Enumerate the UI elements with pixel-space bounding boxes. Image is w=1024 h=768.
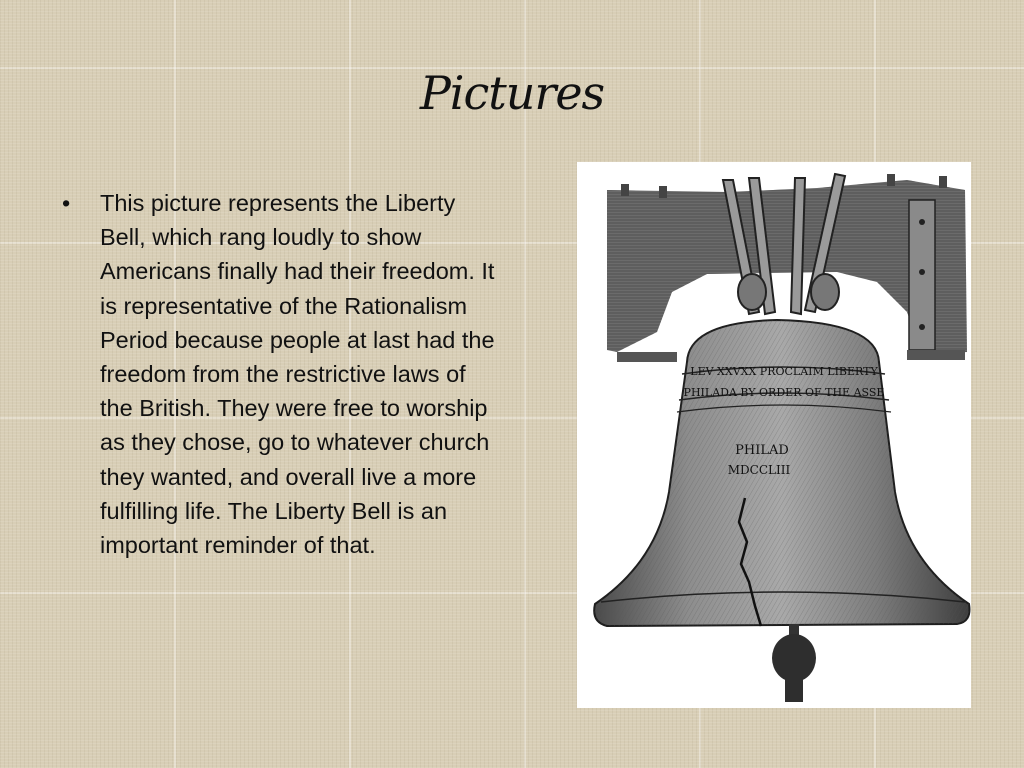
bell-inscription-line1: LEV XXVXX PROCLAIM LIBERTY	[690, 365, 878, 378]
slide-title: Pictures	[419, 66, 605, 120]
bullet-list	[62, 186, 502, 562]
liberty-bell-picture	[577, 162, 971, 708]
bullet-dot-icon: •	[62, 190, 71, 216]
bell-body	[594, 320, 969, 626]
bell-inscription-line2: PHILADA BY ORDER OF THE ASSE	[683, 386, 885, 399]
bullet-item	[62, 186, 502, 562]
bell-inscription-mid2: MDCCLIII	[727, 463, 791, 477]
bullet-text: This picture represents the Liberty Bell, which rang loudly to show Americans finally had their freedom. It is representative of the Rationalism Period because people at last had the freedom from the restrictive laws of the British. They were free to worship as they chose, go to whatever church they wanted, and overall live a more fulfilling life. The Liberty Bell is an important reminder of that.	[100, 190, 495, 559]
liberty-bell-illustration	[577, 162, 971, 708]
bell-clapper	[772, 624, 816, 702]
bell-inscription-mid1: PHILAD	[735, 443, 789, 458]
